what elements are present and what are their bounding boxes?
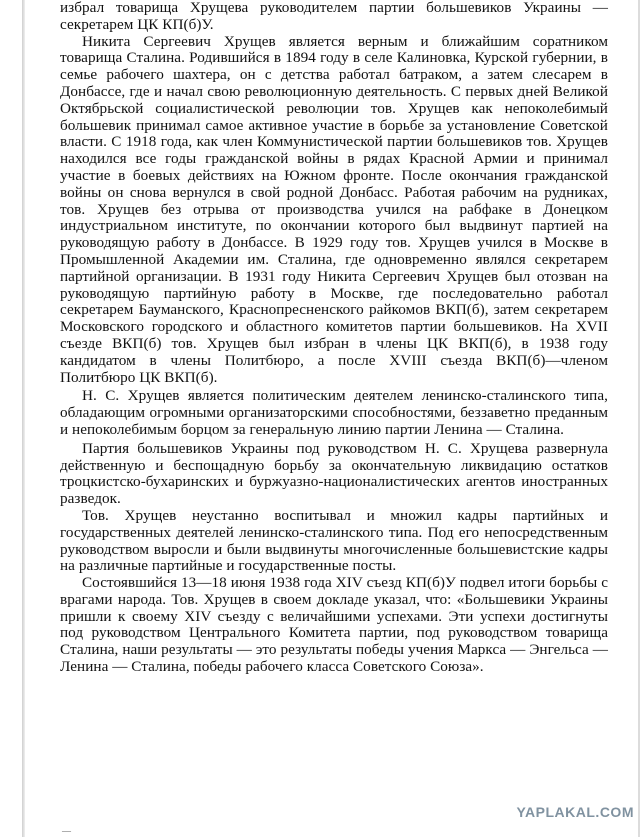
site-watermark: YAPLAKAL.COM	[516, 804, 634, 820]
paragraph-congress: Состоявшийся 13—18 июня 1938 года XIV съезд КП(б)У подвел итоги борьбы с врагами народа. Тов. Хрущев в своем докладе указал, что: «Большевики Украины пришли к своему XIV съезду с величайшими успехами. Эти успехи достигнуты под руководством Центрального Комитета партии, под руководством товарища Сталина, наши результаты — это результаты победы учения Маркса — Энгельса — Ленина — Сталина, победы рабочего класса Советского Союза».	[60, 574, 608, 676]
page-binding-shadow	[22, 0, 25, 837]
paragraph-party-struggle: Партия большевиков Украины под руководством Н. С. Хрущева развернула действенную и беспощадную борьбу за окончательную ликвидацию остатков троцкистско-бухаринских и буржуазно-националистических агентов иностранных разведок.	[60, 439, 608, 508]
paragraph-cadres: Тов. Хрущев неустанно воспитывал и множил кадры партийных и государственных деятелей ленинско-сталинского типа. Под его непосредственным руководством выросли и были выдвинуты многочисленные большевистские кадры на различные партийные и государственные посты.	[60, 506, 608, 575]
paragraph-characterization: Н. С. Хрущев является политическим деятелем ленинско-сталинского типа, обладающим огромными организаторскими способностями, беззаветно преданным и непоколебимым борцом за генеральную линию партии Ленина — Сталина.	[60, 387, 608, 438]
footer-mark: —	[62, 826, 71, 836]
paragraph-continuation: избрал товарища Хрущева руководителем партии большевиков Украины — секретарем ЦК КП(б)У.	[60, 0, 608, 33]
text-column	[60, 0, 608, 676]
paragraph-biography: Никита Сергеевич Хрущев является верным и ближайшим соратником товарища Сталина. Родившийся в 1894 году в селе Калиновка, Курской губернии, в семье рабочего шахтера, он с детства работал батраком, а затем слесарем в Донбассе, где и начал свою революционную деятельность. С первых дней Великой Октябрьской социалистической революции тов. Хрущев как непоколебимый большевик принимал самое активное участие в борьбе за установление Советской власти. С 1918 года, как член Коммунистической партии большевиков тов. Хрущев находился все годы гражданской войны в рядах Красной Армии и принимал участие в боевых действиях на Южном фронте. После окончания гражданской войны он снова вернулся в свой родной Донбасс. Работая рабочим на рудниках, тов. Хрущев без отрыва от производства учился на рабфаке в Донецком индустриальном институте, по окончании которого был выдвинут партией на руководящую работу в Донбассе. В 1929 году тов. Хрущев учился в Москве в Промышленной Академии им. Сталина, где одновременно являлся секретарем партийной организации. В 1931 году Никита Сергеевич Хрущев был отозван на руководящую партийную работу в Москве, где последовательно работал секретарем Бауманского, Краснопресненского райкомов ВКП(б), затем секретарем Московского городского и областного комитетов партии большевиков. На XVII съезде ВКП(б) тов. Хрущев был избран в члены ЦК ВКП(б), в 1938 году кандидатом в члены Политбюро, а после XVIII съезда ВКП(б)—членом Политбюро ЦК ВКП(б).	[60, 32, 608, 386]
